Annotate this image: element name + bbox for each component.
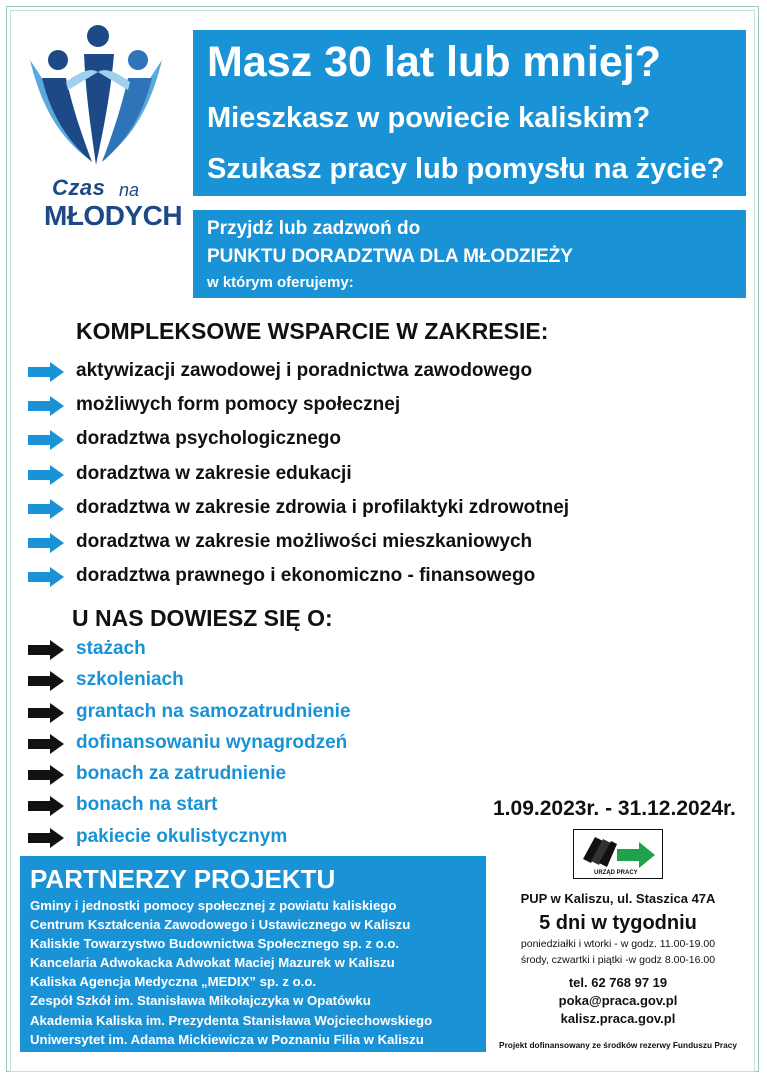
invite-line-3: w którym oferujemy:: [207, 274, 354, 291]
blue-arrow-icon: [28, 499, 64, 519]
list-item: [28, 730, 448, 761]
list-item: [28, 563, 728, 597]
logo-czas-text: Czas: [52, 175, 106, 200]
urzad-pracy-caption: URZĄD PRACY: [594, 870, 638, 876]
support-list: [28, 358, 728, 597]
black-arrow-icon: [28, 734, 64, 754]
partner-item: Centrum Kształcenia Zawodowego i Ustawicznego w Kaliszu: [30, 917, 411, 933]
office-hours-2: środy, czwartki i piątki -w godz 8.00-16.00: [520, 954, 716, 966]
learn-item-label: dofinansowaniu wynagrodzeń: [76, 731, 348, 753]
logo-figures-icon: [22, 20, 172, 180]
invite-line-1: Przyjdź lub zadzwoń do: [207, 218, 421, 239]
list-item: [28, 392, 728, 426]
support-section-title: KOMPLEKSOWE WSPARCIE W ZAKRESIE:: [76, 318, 549, 344]
partners-box: [20, 856, 486, 1052]
office-days: 5 dni w tygodniu: [539, 912, 697, 934]
office-phone: tel. 62 768 97 19: [568, 975, 668, 990]
hero-subtitle-2: Szukasz pracy lub pomysłu na życie?: [207, 153, 725, 185]
blue-arrow-icon: [28, 533, 64, 553]
learn-item-label: stażach: [76, 638, 146, 659]
list-item: [28, 667, 448, 698]
partner-item: Kaliskie Towarzystwo Budownictwa Społecznego sp. z o.o.: [30, 936, 400, 952]
list-item: [28, 461, 728, 495]
funding-note: Projekt dofinansowany ze środków rezerwy Funduszu Pracy: [499, 1040, 737, 1050]
czas-na-mlodych-logo: [22, 20, 183, 231]
blue-arrow-icon: [28, 396, 64, 416]
support-item-label: doradztwa w zakresie zdrowia i profilaktyki zdrowotnej: [76, 496, 570, 518]
blue-arrow-icon: [28, 362, 64, 382]
learn-list: [28, 636, 448, 855]
black-arrow-icon: [28, 828, 64, 848]
list-item: [28, 792, 448, 823]
blue-arrow-icon: [28, 465, 64, 485]
logo-mlodych-text: MŁODYCH: [44, 200, 183, 231]
urzad-pracy-logo: [573, 829, 663, 879]
project-dates: 1.09.2023r. - 31.12.2024r.: [493, 797, 736, 820]
black-arrow-icon: [28, 640, 64, 660]
office-hours-1: poniedziałki i wtorki - w godz. 11.00-19.00: [520, 938, 716, 950]
list-item: [28, 358, 728, 392]
logo-na-text: na: [119, 180, 140, 200]
hero-subtitle-1: Mieszkasz w powiecie kaliskim?: [207, 102, 651, 134]
blue-arrow-icon: [28, 567, 64, 587]
partner-item: Gminy i jednostki pomocy społecznej z powiatu kaliskiego: [30, 898, 397, 913]
partner-item: Uniwersytet im. Adama Mickiewicza w Poznaniu Filia w Kaliszu: [30, 1031, 424, 1047]
black-arrow-icon: [28, 671, 64, 691]
office-email: poka@praca.gov.pl: [558, 993, 678, 1008]
partner-item: Kancelaria Adwokacka Adwokat Maciej Mazurek w Kaliszu: [30, 955, 395, 971]
learn-item-label: bonach na start: [76, 794, 218, 816]
support-item-label: doradztwa psychologicznego: [76, 428, 341, 450]
list-item: [28, 824, 448, 855]
partners-list: [30, 896, 432, 1049]
blue-arrow-icon: [28, 430, 64, 450]
learn-item-label: pakiecie okulistycznym: [76, 825, 288, 847]
office-website: kalisz.praca.gov.pl: [560, 1011, 676, 1026]
partners-title: PARTNERZY PROJEKTU: [30, 864, 336, 894]
list-item: [28, 699, 448, 730]
list-item: [28, 761, 448, 792]
list-item: [28, 636, 448, 667]
support-item-label: doradztwa w zakresie edukacji: [76, 462, 352, 484]
office-details: [493, 890, 743, 1028]
partner-item: Zespół Szkół im. Stanisława Mikołajczyka w Opatówku: [30, 993, 371, 1009]
learn-item-label: grantach na samozatrudnienie: [76, 700, 351, 722]
partner-item: Kaliska Agencja Medyczna „MEDIX” sp. z o.o.: [30, 974, 317, 990]
support-item-label: doradztwa prawnego i ekonomiczno - finansowego: [76, 565, 536, 587]
black-arrow-icon: [28, 765, 64, 785]
support-item-label: aktywizacji zawodowej i poradnictwa zawodowego: [76, 360, 533, 381]
office-address: PUP w Kaliszu, ul. Staszica 47A: [520, 891, 716, 906]
learn-item-label: bonach za zatrudnienie: [76, 763, 287, 785]
list-item: [28, 495, 728, 529]
support-item-label: możliwych form pomocy społecznej: [76, 394, 401, 416]
hero-title: Masz 30 lat lub mniej?: [207, 38, 661, 86]
support-item-label: doradztwa w zakresie możliwości mieszkaniowych: [76, 530, 533, 552]
learn-item-label: szkoleniach: [76, 669, 184, 691]
hero-banner: [193, 30, 746, 196]
list-item: [28, 426, 728, 460]
black-arrow-icon: [28, 703, 64, 723]
partner-item: Akademia Kaliska im. Prezydenta Stanisława Wojciechowskiego: [30, 1012, 433, 1028]
invite-banner: [193, 210, 746, 298]
invite-line-2: PUNKTU DORADZTWA DLA MŁODZIEŻY: [207, 246, 573, 267]
black-arrow-icon: [28, 796, 64, 816]
list-item: [28, 529, 728, 563]
learn-section-title: U NAS DOWIESZ SIĘ O:: [72, 605, 333, 631]
